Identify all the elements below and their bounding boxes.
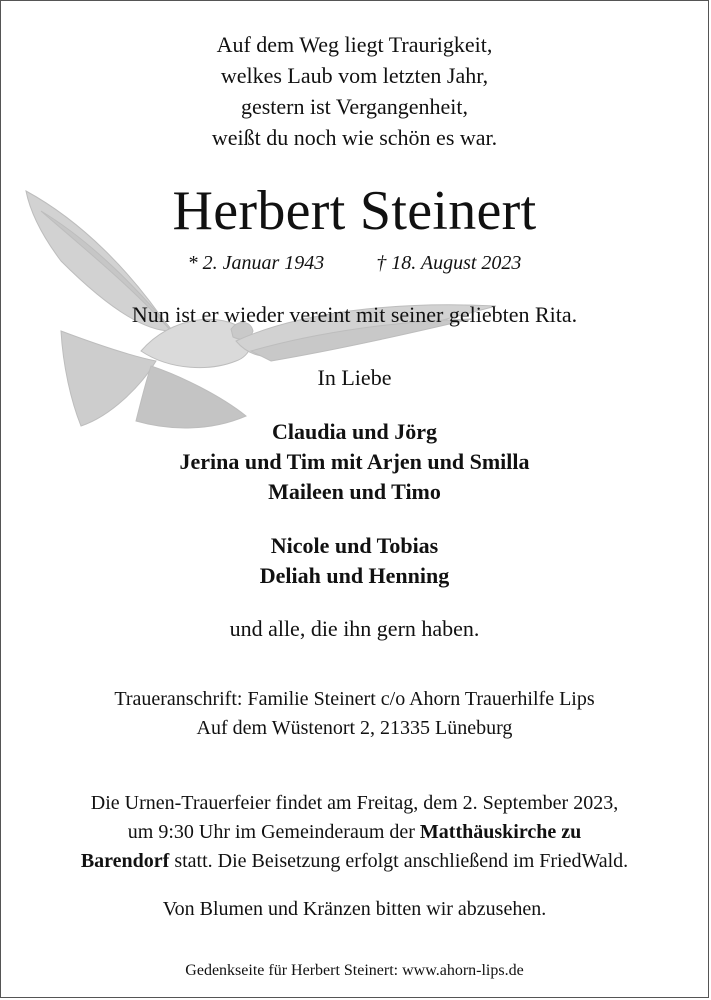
- church-location: Barendorf: [80, 850, 170, 872]
- family-group-1: [1, 417, 708, 507]
- burial-text: statt. Die Beisetzung erfolgt anschließend im FriedWald.: [169, 850, 629, 872]
- family-member-line: Nicole und Tobias: [270, 533, 439, 558]
- ceremony-line-1: Die Urnen-Trauerfeier findet am Freitag, dem 2. September 2023,: [90, 792, 619, 814]
- poem-line: gestern ist Vergangenheit,: [240, 94, 469, 119]
- birth-date: * 2. Januar 1943: [187, 252, 325, 274]
- ceremony-line-3: [1, 847, 708, 876]
- ceremony-time-text: um 9:30 Uhr im Gemeinderaum der: [127, 821, 420, 843]
- family-member-line: Deliah und Henning: [259, 563, 450, 588]
- address-line-1: Traueranschrift: Familie Steinert c/o Ahorn Trauerhilfe Lips: [114, 688, 595, 710]
- church-name: Matthäuskirche zu: [419, 821, 582, 843]
- mourning-address: [1, 685, 708, 743]
- others-line: und alle, die ihn gern haben.: [229, 616, 480, 641]
- life-dates: [1, 249, 708, 277]
- family-member-line: Maileen und Timo: [268, 479, 441, 504]
- poem-line: welkes Laub vom letzten Jahr,: [220, 63, 489, 88]
- poem: [1, 29, 708, 153]
- death-date: † 18. August 2023: [376, 252, 522, 274]
- memorial-page-link: Gedenkseite für Herbert Steinert: www.ahorn-lips.de: [185, 962, 524, 979]
- address-line-2: Auf dem Wüstenort 2, 21335 Lüneburg: [196, 717, 513, 739]
- flowers-note: Von Blumen und Kränzen bitten wir abzusehen.: [162, 898, 547, 920]
- poem-line: Auf dem Weg liegt Traurigkeit,: [216, 32, 493, 57]
- reunion-text: Nun ist er wieder vereint mit seiner geliebten Rita.: [131, 302, 578, 327]
- poem-line: weißt du noch wie schön es war.: [211, 125, 498, 150]
- ceremony-line-2: [1, 818, 708, 847]
- family-member-line: Claudia und Jörg: [271, 419, 438, 444]
- deceased-name: Herbert Steinert: [172, 180, 537, 242]
- family-group-2: [1, 531, 708, 591]
- family-member-line: Jerina und Tim mit Arjen und Smilla: [179, 449, 530, 474]
- in-love-heading: In Liebe: [317, 365, 392, 390]
- ceremony-info: [1, 789, 708, 876]
